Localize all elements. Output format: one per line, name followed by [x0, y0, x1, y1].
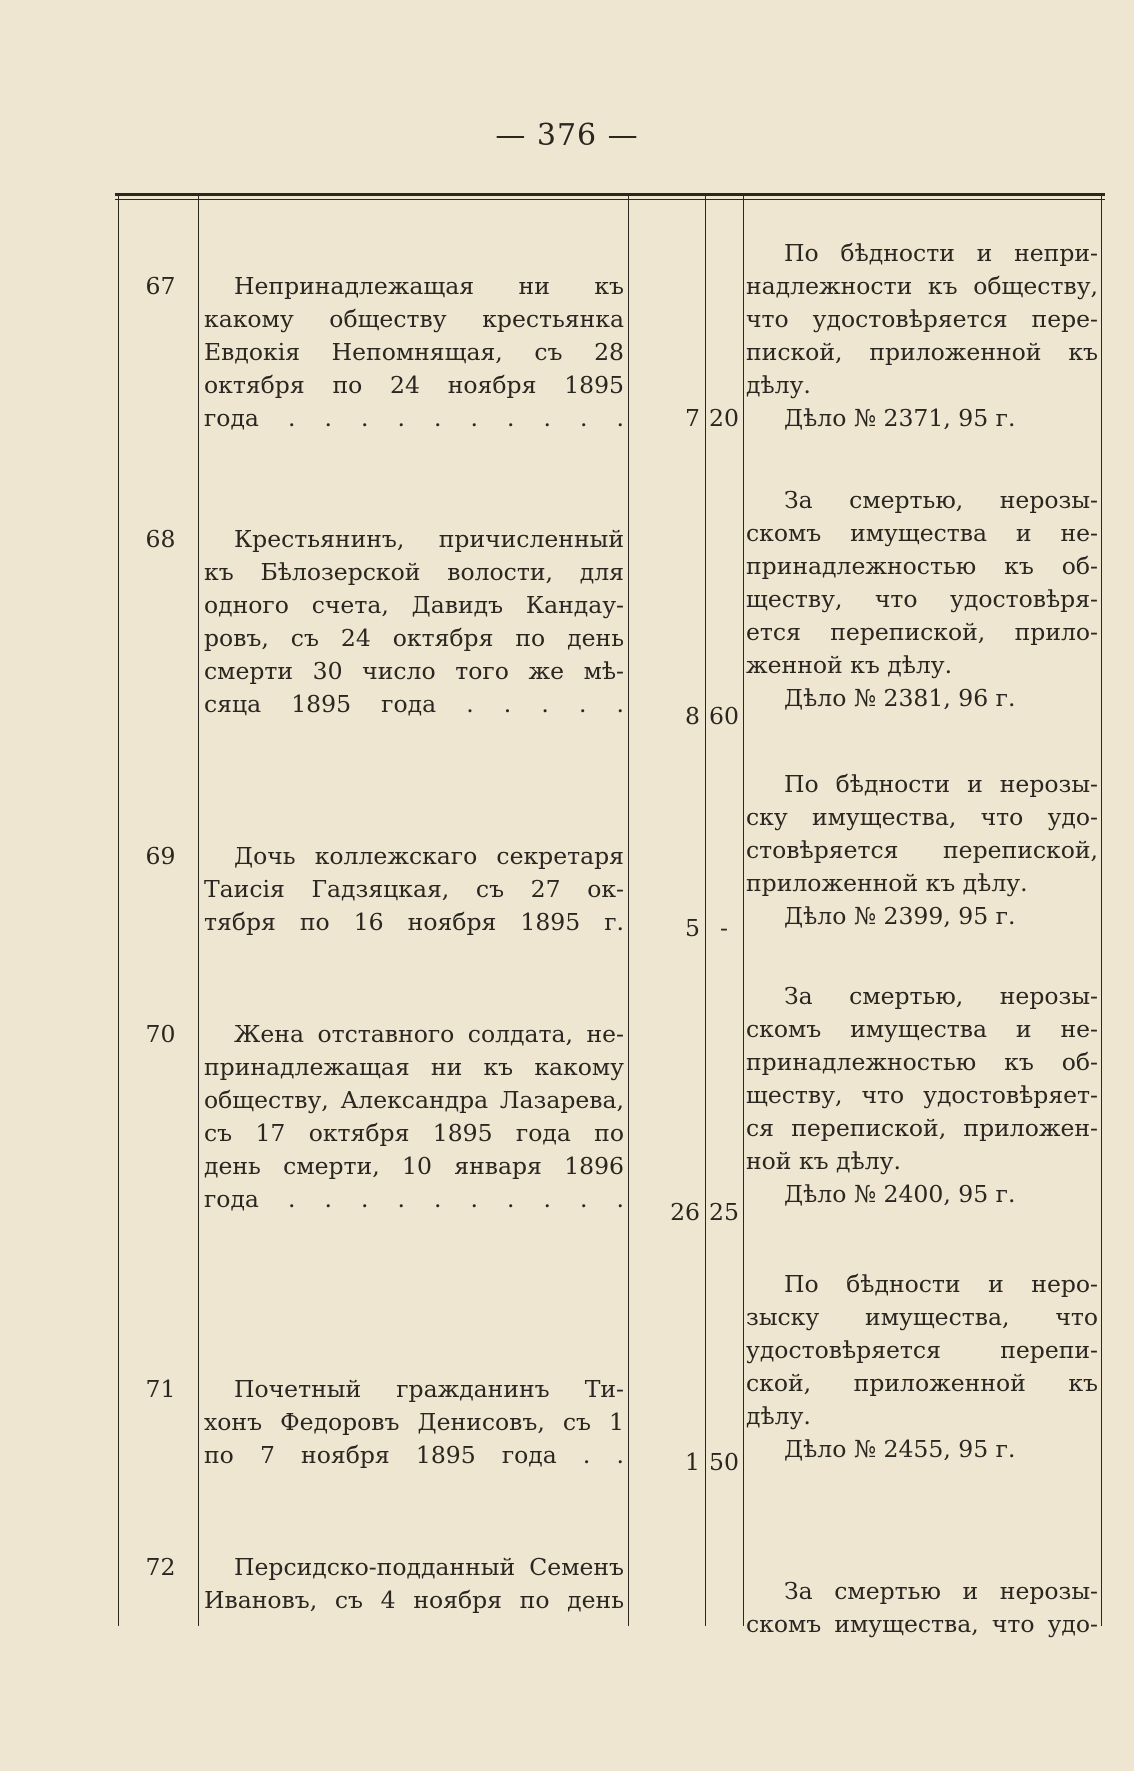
reason-line: пиской, приложенной къ [746, 338, 1098, 366]
entry-description [204, 1018, 624, 1216]
reason-line: ной къ дѣлу. [746, 1147, 901, 1175]
page-number: — 376 — [495, 118, 639, 153]
desc-line: года . . . . . . . . . . [204, 404, 624, 432]
reason-line: зыску имущества, что [746, 1303, 1098, 1331]
column-divider-num [198, 196, 199, 1626]
entry-number: 67 [145, 272, 176, 300]
reason-line: скомъ имущества, что удо- [746, 1610, 1098, 1638]
desc-line: Дочь коллежскаго секретаря [234, 842, 624, 870]
reason-line: стовѣряется перепиской, [746, 836, 1098, 864]
desc-line: Таисія Гадзяцкая, съ 27 ок- [204, 875, 624, 903]
desc-line: Жена отставного солдата, не- [234, 1020, 624, 1048]
entry-description [204, 840, 624, 939]
reason-line: ется перепиской, прило- [746, 618, 1098, 646]
entry-reason [746, 484, 1098, 715]
desc-line: сяца 1895 года . . . . . [204, 690, 624, 718]
entry-reason [746, 768, 1098, 933]
desc-line: смерти 30 число того же мѣ- [204, 657, 624, 685]
desc-line: Почетный гражданинъ Ти- [234, 1375, 624, 1403]
column-divider-desc [628, 196, 629, 1626]
reason-line: удостовѣряется перепи- [746, 1336, 1098, 1364]
amount-kopecks: 25 [709, 1198, 739, 1226]
reason-line: ществу, что удостовѣря- [746, 585, 1098, 613]
case-reference: Дѣло № 2455, 95 г. [784, 1435, 1016, 1463]
amount-rubles: 8 [685, 702, 700, 730]
reason-line: ской, приложенной къ [746, 1369, 1098, 1397]
amount-kopecks: - [720, 914, 728, 942]
reason-line: дѣлу. [746, 371, 811, 399]
amount-rubles: 7 [685, 404, 700, 432]
desc-line: Персидско-подданный Семенъ [234, 1553, 624, 1581]
reason-line: По бѣдности и нерозы- [784, 770, 1098, 798]
desc-line: Ивановъ, съ 4 ноября по день [204, 1586, 624, 1614]
table-top-rule-thin [115, 199, 1105, 200]
entry-number: 69 [145, 842, 176, 870]
entry-reason [746, 1268, 1098, 1466]
reason-line: принадлежностью къ об- [746, 1048, 1098, 1076]
reason-line: скомъ имущества и не- [746, 1015, 1098, 1043]
entry-number: 68 [145, 525, 176, 553]
case-reference: Дѣло № 2399, 95 г. [784, 902, 1016, 930]
desc-line: тября по 16 ноября 1895 г. [204, 908, 624, 936]
table-top-rule [115, 193, 1105, 196]
entry-number: 71 [145, 1375, 176, 1403]
column-border-left [118, 196, 119, 1626]
desc-line: года . . . . . . . . . . [204, 1185, 624, 1213]
reason-line: За смертью и нерозы- [784, 1577, 1098, 1605]
desc-line: съ 17 октября 1895 года по [204, 1119, 624, 1147]
desc-line: хонъ Федоровъ Денисовъ, съ 1 [204, 1408, 624, 1436]
desc-line: день смерти, 10 января 1896 [204, 1152, 624, 1180]
reason-line: приложенной къ дѣлу. [746, 869, 1028, 897]
reason-line: что удостовѣряется пере- [746, 305, 1098, 333]
reason-line: За смертью, нерозы- [784, 982, 1098, 1010]
desc-line: ровъ, съ 24 октября по день [204, 624, 624, 652]
entry-reason [746, 237, 1098, 435]
desc-line: Непринадлежащая ни къ [234, 272, 624, 300]
reason-line: По бѣдности и неро- [784, 1270, 1098, 1298]
reason-line: надлежности къ обществу, [746, 272, 1098, 300]
amount-rubles: 1 [685, 1448, 700, 1476]
desc-line: одного счета, Давидъ Кандау- [204, 591, 624, 619]
amount-kopecks: 60 [709, 702, 739, 730]
entry-reason [746, 980, 1098, 1211]
column-border-right [1101, 196, 1102, 1626]
desc-line: обществу, Александра Лазарева, [204, 1086, 624, 1114]
entry-reason [746, 1575, 1098, 1641]
entry-description [204, 523, 624, 721]
entry-number: 70 [145, 1020, 176, 1048]
desc-line: къ Бѣлозерской волости, для [204, 558, 624, 586]
case-reference: Дѣло № 2400, 95 г. [784, 1180, 1016, 1208]
amount-rubles: 5 [685, 914, 700, 942]
amount-rubles: 26 [670, 1198, 700, 1226]
case-reference: Дѣло № 2371, 95 г. [784, 404, 1016, 432]
desc-line: по 7 ноября 1895 года . . [204, 1441, 624, 1469]
reason-line: принадлежностью къ об- [746, 552, 1098, 580]
amount-kopecks: 50 [709, 1448, 739, 1476]
column-divider-kop [743, 196, 744, 1626]
reason-line: По бѣдности и непри- [784, 239, 1098, 267]
case-reference: Дѣло № 2381, 96 г. [784, 684, 1016, 712]
reason-line: ску имущества, что удо- [746, 803, 1098, 831]
desc-line: Крестьянинъ, причисленный [234, 525, 624, 553]
reason-line: ществу, что удостовѣряет- [746, 1081, 1098, 1109]
reason-line: скомъ имущества и не- [746, 519, 1098, 547]
desc-line: октября по 24 ноября 1895 [204, 371, 624, 399]
desc-line: Евдокія Непомнящая, съ 28 [204, 338, 624, 366]
entry-number: 72 [145, 1553, 176, 1581]
reason-line: ся перепиской, приложен- [746, 1114, 1098, 1142]
reason-line: За смертью, нерозы- [784, 486, 1098, 514]
reason-line: дѣлу. [746, 1402, 811, 1430]
entry-description [204, 1373, 624, 1472]
entry-description [204, 1551, 624, 1617]
reason-line: женной къ дѣлу. [746, 651, 953, 679]
desc-line: какому обществу крестьянка [204, 305, 624, 333]
amount-kopecks: 20 [709, 404, 739, 432]
desc-line: принадлежащая ни къ какому [204, 1053, 624, 1081]
entry-description [204, 270, 624, 435]
